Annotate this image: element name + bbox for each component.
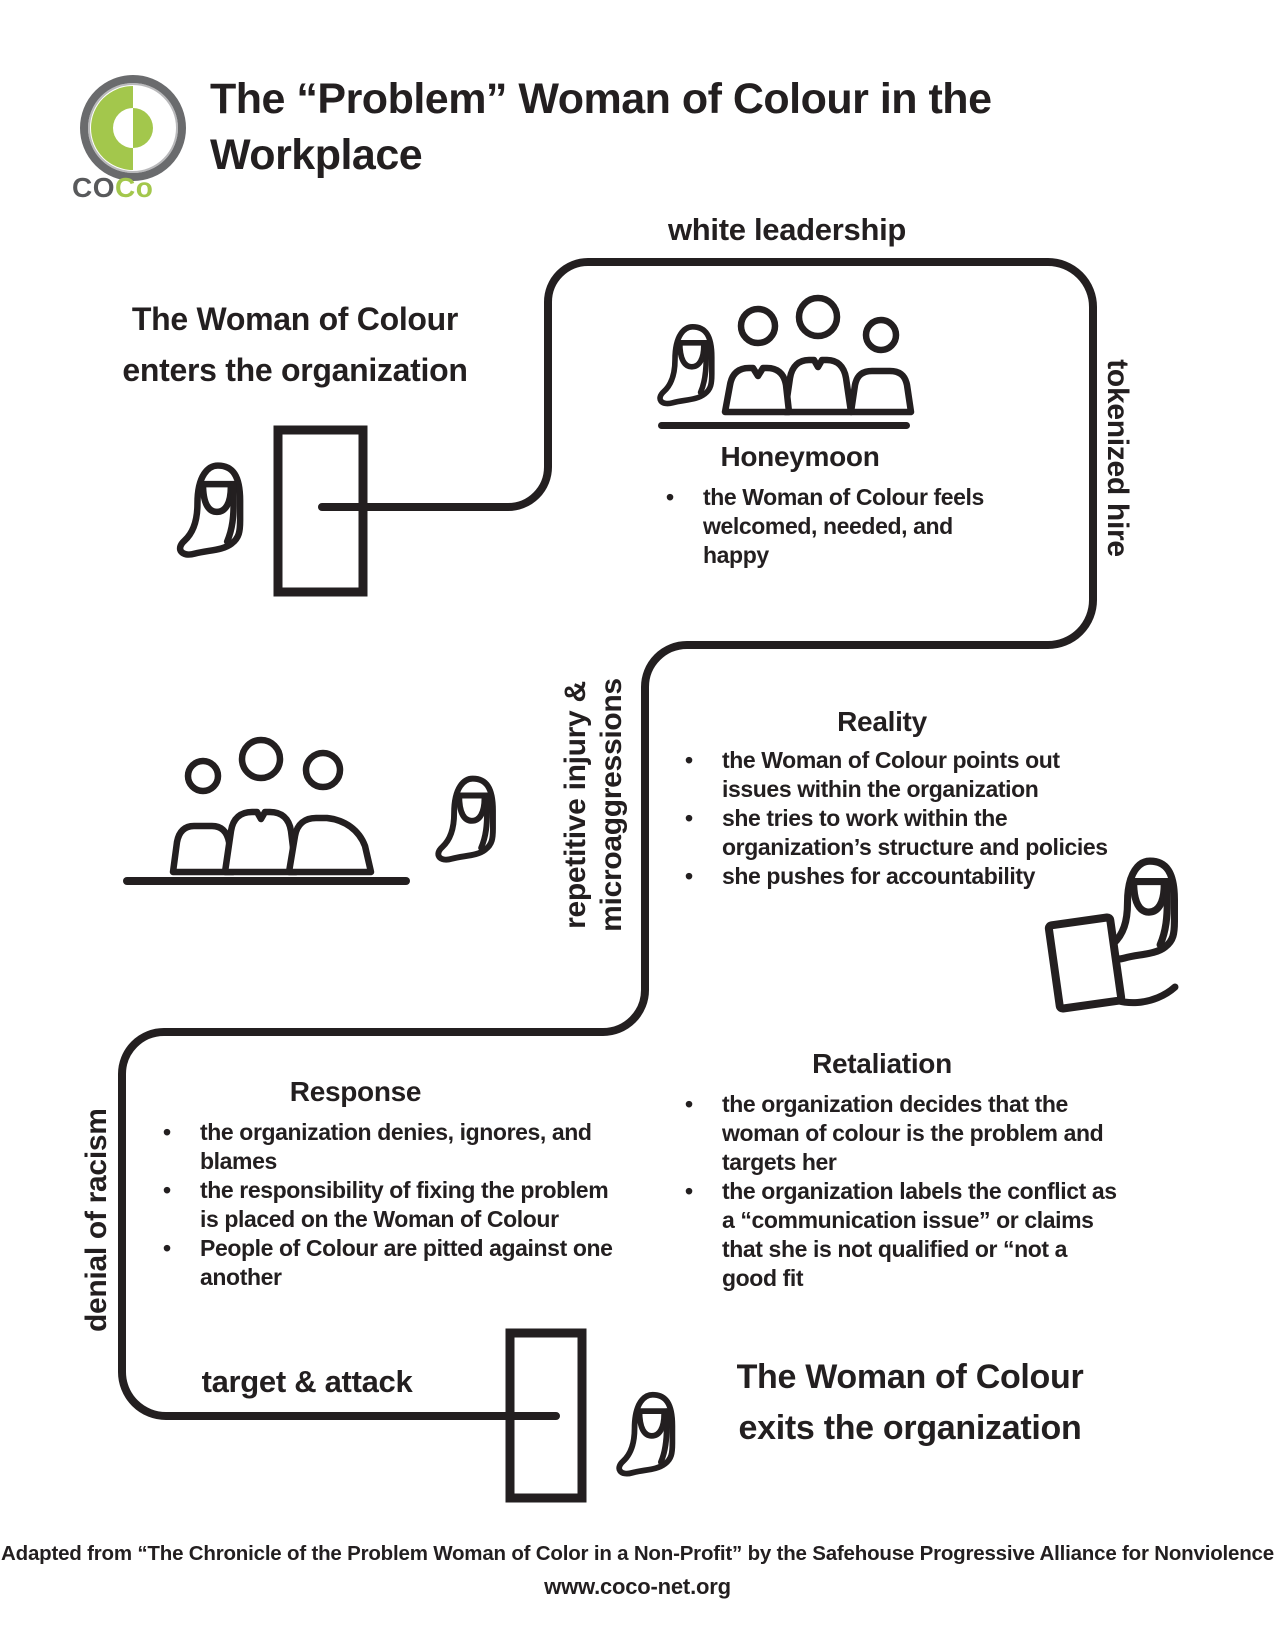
logo-text-co2: Co (115, 172, 154, 203)
label-target-attack: target & attack (201, 1364, 413, 1399)
coworkers-group-icon (165, 726, 410, 878)
leadership-group-icon (655, 288, 925, 418)
bullet-item: • the Woman of Colour feels welcomed, needed, and happy (653, 483, 1013, 570)
bullet-item: • People of Colour are pitted against one another (150, 1234, 620, 1292)
woman-exit-icon (614, 1386, 688, 1484)
label-denial-of-racism: denial of racism (80, 1108, 113, 1332)
label-repetitive-injury-line1: repetitive injury & (559, 681, 592, 929)
coco-logo-text (72, 172, 153, 204)
floor-line (123, 877, 410, 885)
honeymoon-bullets (653, 483, 1013, 570)
retaliation-bullets (672, 1090, 1122, 1293)
exit-caption (700, 1352, 1120, 1454)
exit-door-icon (503, 1326, 589, 1505)
label-tokenized-hire: tokenized hire (1101, 359, 1134, 557)
honeymoon-heading: Honeymoon (720, 441, 880, 472)
footer-url: www.coco-net.org (544, 1574, 731, 1599)
reality-heading: Reality (837, 706, 927, 737)
page-title: The “Problem” Woman of Colour in the Workplace (210, 75, 992, 179)
entry-caption-line1: The Woman of Colour (131, 301, 459, 337)
entry-caption-line2: enters the organization (122, 352, 468, 389)
bullet-item: • the organization decides that the woman of colour is the problem and targets her (672, 1090, 1122, 1177)
footer-credit: Adapted from “The Chronicle of the Problem Woman of Color in a Non-Profit” by the Safehouse Progressive Alliance for Nonviolence (1, 1542, 1274, 1565)
entry-door-icon (271, 423, 370, 599)
bullet-item: • the organization denies, ignores, and blames (150, 1118, 620, 1176)
bullet-item: • the Woman of Colour points out issues within the organization (672, 746, 1122, 804)
bullet-item: • the responsibility of fixing the problem is placed on the Woman of Colour (150, 1176, 620, 1234)
label-repetitive-injury (558, 645, 630, 965)
logo-text-co: CO (72, 172, 115, 203)
bullet-item: • she pushes for accountability (672, 862, 1122, 891)
bullet-item: • the organization labels the conflict as a “communication issue” or claims that she is not qualified or “not a good fit (672, 1177, 1122, 1293)
response-heading: Response (289, 1076, 422, 1107)
woman-of-colour-icon (172, 460, 260, 562)
entry-caption (95, 294, 495, 396)
label-repetitive-injury-line2: microaggressions (595, 678, 628, 932)
woman-excluded-icon (433, 768, 509, 872)
response-bullets (150, 1118, 620, 1292)
floor-line (658, 422, 910, 429)
exit-caption-line2: exits the organization (738, 1409, 1082, 1447)
exit-caption-line1: The Woman of Colour (736, 1358, 1084, 1396)
woman-with-paper-icon (1040, 843, 1200, 1015)
retaliation-heading: Retaliation (812, 1048, 952, 1079)
bullet-item: • she tries to work within the organization’s structure and policies (672, 804, 1122, 862)
label-white-leadership: white leadership (667, 212, 907, 247)
